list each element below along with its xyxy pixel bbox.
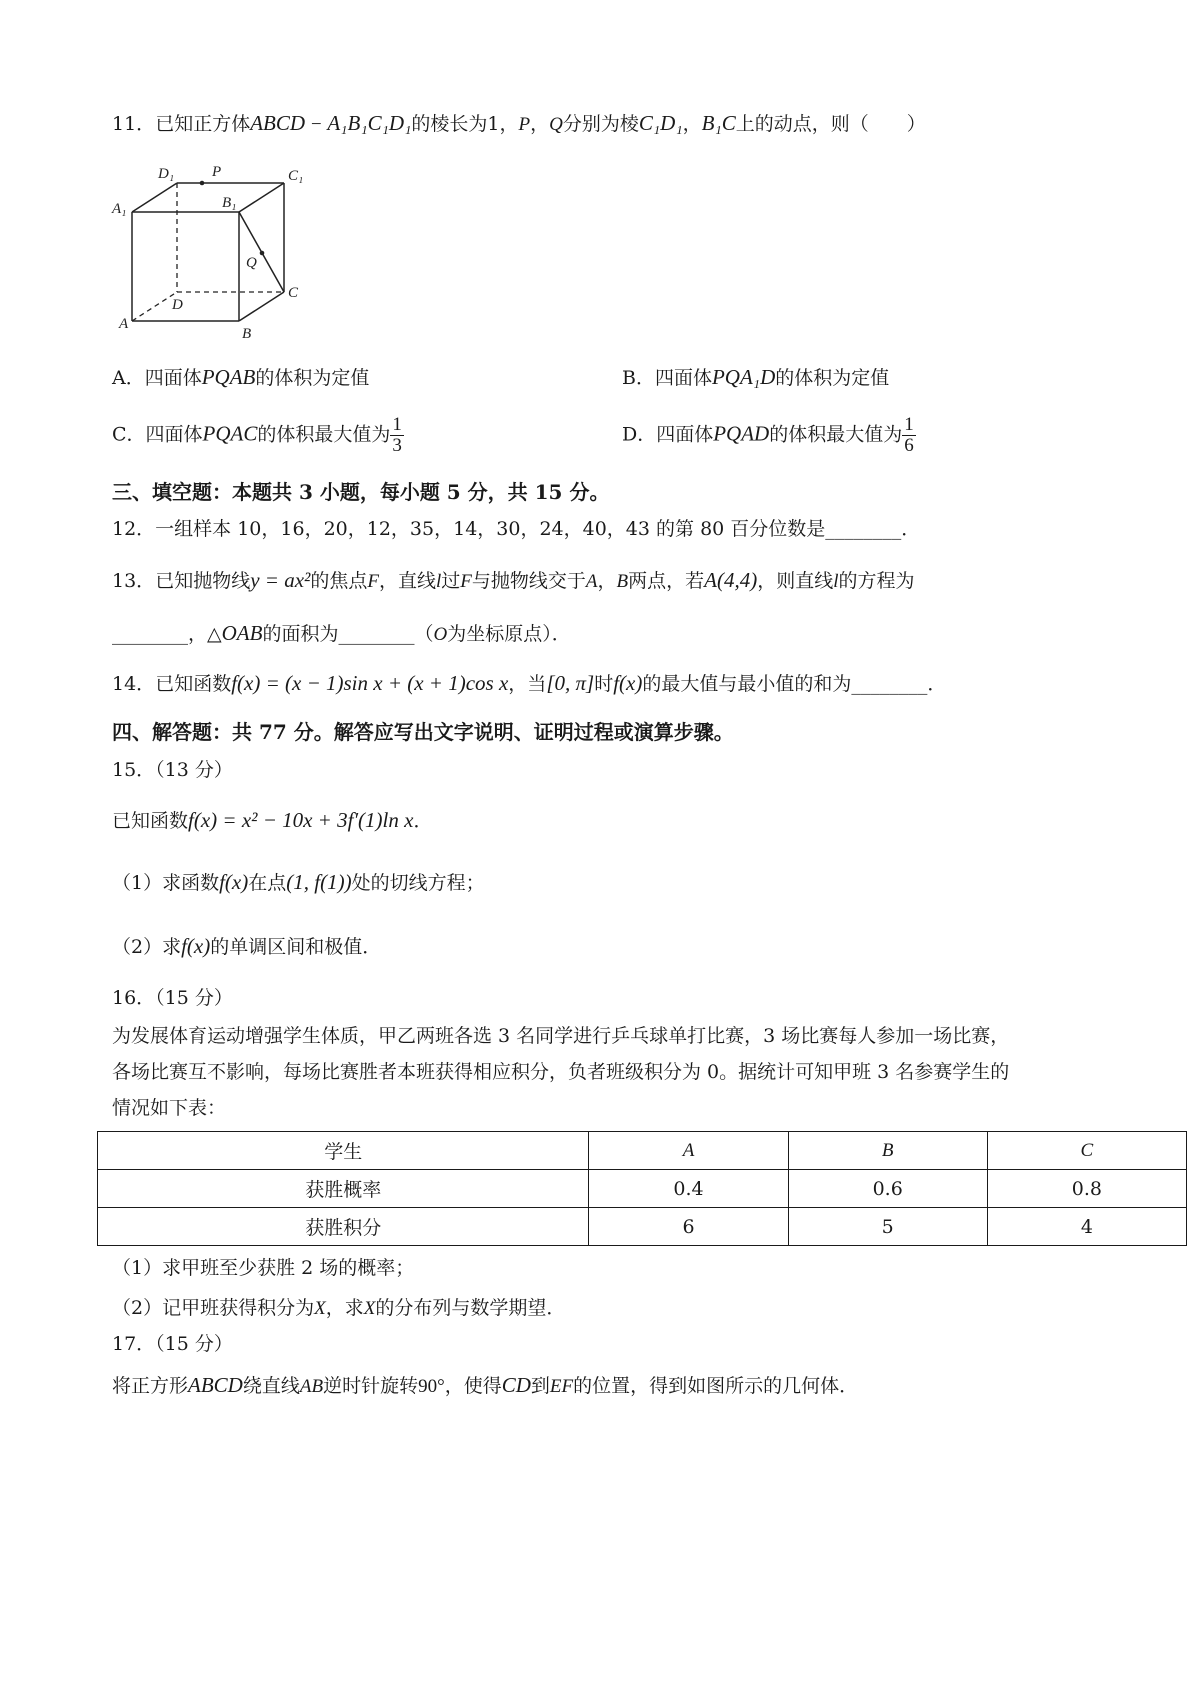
label-a1: A₁ (112, 201, 127, 217)
q17-header: 17．（15 分） (112, 1333, 233, 1355)
q16-paragraph-line3: 情况如下表： (112, 1097, 227, 1119)
q11-option-d: D．四面体PQAD的体积最大值为 $\frac{1}{6}$ (622, 414, 914, 456)
q16-part2: （2）记甲班获得积分为X，求X的分布列与数学期望． (112, 1297, 566, 1319)
q17-text: 将正方形ABCD绕直线AB逆时针旋转90°，使得CD到EF的位置，得到如图所示的几何体． (112, 1373, 859, 1397)
row-head-student: 学生 (98, 1132, 589, 1170)
student-score-table (97, 1131, 1187, 1246)
edge-b1-c1 (239, 183, 284, 212)
q11-option-a: A．四面体PQAB的体积为定值 (112, 365, 370, 389)
section-4-title: 四、解答题：共 77 分。解答应写出文字说明、证明过程或演算步骤。 (112, 720, 734, 744)
label-c: C (288, 285, 299, 301)
q14-text: 14．已知函数f(x) = (x − 1)sin x + (x + 1)cos x，当[0, π]时f(x)的最大值与最小值的和为________． (112, 671, 947, 695)
edge-a1-d1 (132, 183, 177, 212)
prob-a-cell: 0.4 (589, 1170, 788, 1208)
label-b: B (242, 326, 252, 342)
q11-stem: 11．已知正方体ABCD − A₁B₁C₁D₁的棱长为1，P，Q分别为棱C₁D₁，B₁C上的动点，则（ ） (112, 111, 926, 135)
label-q: Q (246, 255, 257, 271)
points-b-cell: 5 (788, 1208, 987, 1246)
label-c1: C₁ (288, 168, 304, 184)
points-a-cell: 6 (589, 1208, 788, 1246)
edge-b-c (239, 292, 284, 321)
q16-part1: （1）求甲班至少获胜 2 场的概率； (112, 1257, 415, 1279)
fraction-one-third: $\frac{1}{3}$ (392, 414, 402, 456)
q16-paragraph-line1: 为发展体育运动增强学生体质，甲乙两班各选 3 名同学进行乒乓球单打比赛，3 场比赛每人参加一场比赛， (112, 1025, 1010, 1047)
label-p: P (212, 164, 222, 180)
q15-line1: 已知函数f(x) = x² − 10x + 3f′(1)ln x． (112, 808, 433, 832)
label-d: D (172, 297, 183, 313)
points-c-cell: 4 (987, 1208, 1186, 1246)
prob-b-cell: 0.6 (788, 1170, 987, 1208)
student-a-cell: A (589, 1132, 788, 1170)
section-3-title: 三、填空题：本题共 3 小题，每小题 5 分，共 15 分。 (112, 480, 610, 504)
row-head-points: 获胜积分 (98, 1208, 589, 1246)
student-b-cell: B (788, 1132, 987, 1170)
hidden-edge-a-d (132, 292, 177, 321)
point-q (260, 251, 265, 256)
q11-number: 11． (112, 113, 156, 135)
q16-header: 16．（15 分） (112, 987, 233, 1009)
prob-c-cell: 0.8 (987, 1170, 1186, 1208)
q11-option-c: C．四面体PQAC的体积最大值为 $\frac{1}{3}$ (112, 414, 402, 456)
label-b1: B₁ (222, 195, 237, 211)
point-p (200, 181, 205, 186)
table-row (98, 1208, 1187, 1246)
q16-paragraph-line2: 各场比赛互不影响，每场比赛胜者本班获得相应积分，负者班级积分为 0。据统计可知甲班 3 名参赛学生的 (112, 1061, 1010, 1083)
q13-line1: 13．已知抛物线y = ax²的焦点F，直线l过F与抛物线交于A，B两点，若A(4,4)，则直线l的方程为 (112, 568, 915, 592)
q15-header: 15．（13 分） (112, 759, 233, 781)
q13-line2: ________，△OAB的面积为________（O为坐标原点）． (112, 621, 571, 645)
student-c-cell: C (987, 1132, 1186, 1170)
q15-part2: （2）求f(x)的单调区间和极值． (112, 934, 382, 958)
q12-text: 12．一组样本 10，16，20，12，35，14，30，24，40，43 的第 80 百分位数是________． (112, 518, 921, 540)
table-row (98, 1132, 1187, 1170)
label-d1: D₁ (158, 166, 175, 182)
q11-option-b: B．四面体PQA₁D的体积为定值 (622, 365, 890, 389)
q15-part1: （1）求函数f(x)在点(1, f(1))处的切线方程； (112, 870, 485, 894)
label-a: A (119, 316, 129, 332)
cube-figure (108, 158, 318, 348)
table-row (98, 1170, 1187, 1208)
fraction-one-sixth: $\frac{1}{6}$ (904, 414, 914, 456)
row-head-probability: 获胜概率 (98, 1170, 589, 1208)
